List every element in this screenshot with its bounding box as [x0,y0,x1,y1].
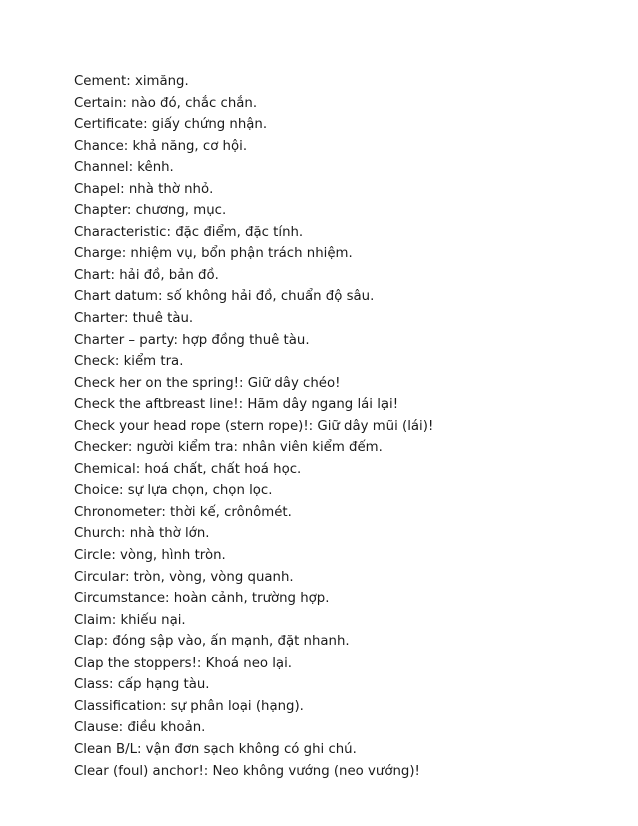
glossary-entry: Cement: ximăng. [74,74,189,89]
glossary-entry: Circular: tròn, vòng, vòng quanh. [74,569,294,585]
glossary-entry: Certain: nào đó, chắc chắn. [74,95,258,111]
glossary-entry: Check the aftbreast line!: Hãm dây ngang lái lại! [74,397,399,413]
glossary-entry: Circumstance: hoàn cảnh, trường hợp. [74,591,330,607]
glossary-entry: Channel: kênh. [74,160,174,176]
glossary-entry: Check her on the spring!: Giữ dây chéo! [74,375,341,391]
glossary-entry: Clean B/L: vận đơn sạch không có ghi chú. [74,741,357,757]
glossary-entry: Check: kiểm tra. [74,354,184,370]
glossary-list [74,71,594,782]
glossary-entry: Chart: hải đồ, bản đồ. [74,267,219,283]
glossary-entry: Classification: sự phân loại (hạng). [74,698,304,714]
glossary-entry: Clap the stoppers!: Khoá neo lại. [74,655,293,671]
glossary-entry: Circle: vòng, hình tròn. [74,548,226,564]
glossary-entry: Chapter: chương, mục. [74,203,227,219]
glossary-entry: Charge: nhiệm vụ, bổn phận trách nhiệm. [74,246,353,262]
glossary-entry: Class: cấp hạng tàu. [74,677,210,693]
glossary-entry: Charter: thuê tàu. [74,311,194,327]
glossary-entry: Checker: người kiểm tra: nhân viên kiểm đếm. [74,440,383,456]
glossary-entry: Choice: sự lựa chọn, chọn lọc. [74,483,273,499]
glossary-entry: Chronometer: thời kế, crônômét. [74,504,292,520]
glossary-entry: Church: nhà thờ lớn. [74,526,210,542]
glossary-entry: Check your head rope (stern rope)!: Giữ dây mũi (lái)! [74,418,434,434]
glossary-entry: Chart datum: số không hải đồ, chuẩn độ sâu. [74,289,375,305]
glossary-entry: Certificate: giấy chứng nhận. [74,117,268,133]
glossary-entry: Characteristic: đặc điểm, đặc tính. [74,224,304,240]
glossary-entry: Clap: đóng sập vào, ấn mạnh, đặt nhanh. [74,634,350,650]
glossary-entry: Chance: khả năng, cơ hội. [74,138,248,154]
glossary-entry: Claim: khiếu nại. [74,612,186,628]
glossary-entry: Clear (foul) anchor!: Neo không vướng (neo vướng)! [74,763,420,779]
glossary-entry: Clause: điều khoản. [74,720,206,736]
glossary-entry: Chapel: nhà thờ nhỏ. [74,181,214,197]
glossary-entry: Charter – party: hợp đồng thuê tàu. [74,332,310,348]
glossary-entry: Chemical: hoá chất, chất hoá học. [74,461,302,477]
